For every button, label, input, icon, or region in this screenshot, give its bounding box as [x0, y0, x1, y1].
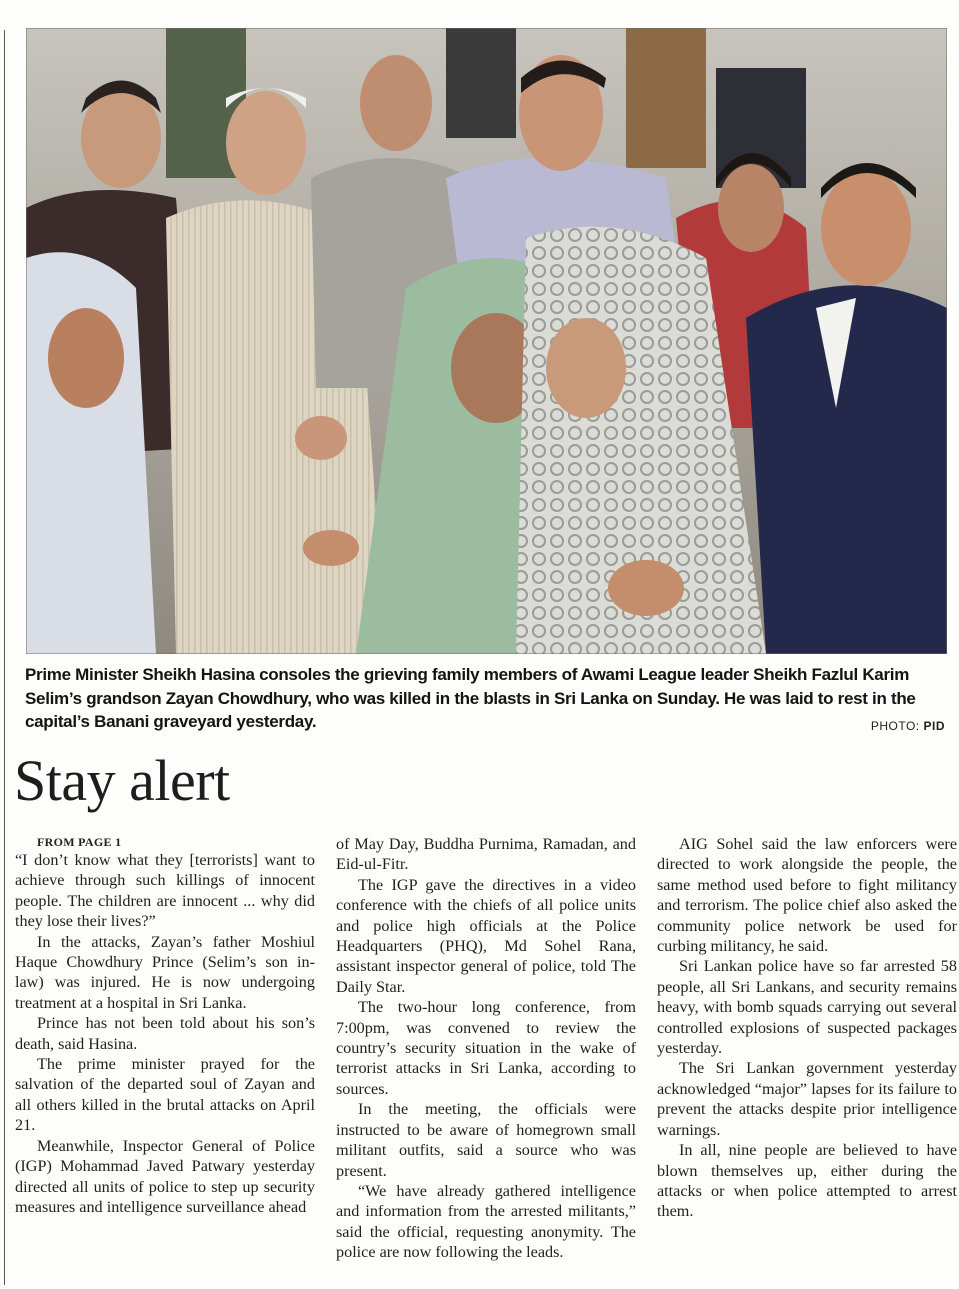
column-rule: [4, 30, 5, 1285]
article-paragraph: “We have already gathered intelligence and information from the arrested militants,” said the official, requesting anonymity. The police are now following the leads.: [336, 1181, 636, 1262]
article-column-1: [15, 834, 315, 1217]
article-paragraph: Sri Lankan police have so far arrested 58 people, all Sri Lankans, and security remains heavy, with bomb squads carrying out several controlled explosions of suspected packages yesterday.: [657, 957, 957, 1058]
article-paragraph: In the meeting, the officials were instructed to be aware of homegrown small militant outfits, said a source who was present.: [336, 1100, 636, 1180]
article-paragraph: The two-hour long conference, from 7:00pm, was convened to review the country’s security situation in the wake of terrorist attacks in Sri Lanka, according to sources.: [336, 998, 636, 1098]
news-photo: [26, 28, 947, 654]
article-paragraph: The IGP gave the directives in a video conference with the chiefs of all police units and police high officials at the Police Headquarters (PHQ), Md Sohel Rana, assistant inspector general of police, told The Daily Star.: [336, 875, 636, 996]
article-column-2: [336, 834, 636, 1263]
photo-caption: Prime Minister Sheikh Hasina consoles the grieving family members of Awami League leader Sheikh Fazlul Karim Selim’s grandson Zayan Chowdhury, who was killed in the blasts in Sri Lanka on Sunday. He was laid to rest in the capital’s Banani graveyard yesterday.: [25, 665, 916, 731]
article-paragraph: In all, nine people are believed to have blown themselves up, either during the attacks or when police attempted to arrest them.: [657, 1141, 957, 1221]
article-paragraph: of May Day, Buddha Purnima, Ramadan, and Eid-ul-Fitr.: [336, 835, 636, 874]
photo-illustration: [26, 28, 947, 654]
photo-credit-label: PHOTO:: [870, 719, 920, 733]
headline: Stay alert: [14, 748, 230, 813]
article-paragraph: The Sri Lankan government yesterday acknowledged “major” lapses for its failure to prevent the attacks despite prior intelligence warnings.: [657, 1059, 957, 1139]
article-paragraph: Meanwhile, Inspector General of Police (IGP) Mohammad Javed Patwary yesterday directed all units of police to step up security measures and intelligence surveillance ahead: [15, 1136, 315, 1216]
photo-credit-source: PID: [923, 719, 945, 733]
article-paragraph: Prince has not been told about his son’s death, said Hasina.: [15, 1014, 315, 1053]
article-column-3: [657, 834, 957, 1222]
article-paragraph: The prime minister prayed for the salvation of the departed soul of Zayan and all others killed in the brutal attacks on April 21.: [15, 1055, 315, 1135]
kicker: FROM PAGE 1: [37, 835, 122, 849]
article-paragraph: In the attacks, Zayan’s father Moshiul Haque Chowdhury Prince (Selim’s son in-law) was injured. He is now undergoing treatment at a hospital in Sri Lanka.: [15, 932, 315, 1012]
article-paragraph: “I don’t know what they [terrorists] want to achieve through such killings of innocent people. The children are innocent ... why did they lose their lives?”: [15, 851, 315, 931]
photo-credit: [871, 719, 945, 733]
article-paragraph: AIG Sohel said the law enforcers were directed to work alongside the people, the same method used before to fight militancy and terrorism. The police chief also asked the community police network be used for curbing militancy, he said.: [657, 835, 957, 956]
